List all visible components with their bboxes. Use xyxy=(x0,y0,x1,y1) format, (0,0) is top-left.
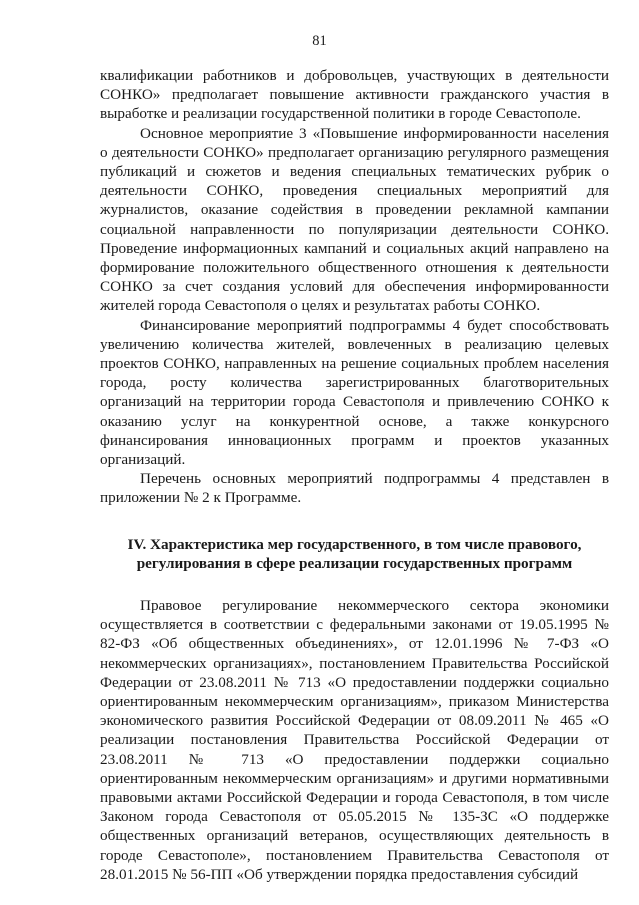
body-text-top xyxy=(100,66,609,508)
paragraph-legal-regulation: Правовое регулирование некоммерческого сектора экономики осуществляется в соответствии с федеральными законами от 19.05.1995 № 82-ФЗ «Об общественных объединениях», от 12.01.1996 № 7-ФЗ «О некоммерческих организациях», постановлением Правительства Российской Федерации от 23.08.2011 № 713 «О предоставлении поддержки социально ориентированным некоммерческим организациям», приказом Министерства экономического развития Российской Федерации от 08.09.2011 № 465 «О реализации постановления Правительства Российской Федерации от 23.08.2011 № 713 «О предоставлении поддержки социально ориентированным некоммерческим организациям» и другими нормативными правовыми актами Российской Федерации и города Севастополя, в том числе Законом города Севастополя от 05.05.2015 № 135-ЗС «О поддержке общественных организаций ветеранов, осуществляющих деятельность в городе Севастополе», постановлением Правительства Севастополя от 28.01.2015 № 56-ПП «Об утверждении порядка предоставления субсидий xyxy=(100,597,609,883)
page-number: 81 xyxy=(312,33,327,49)
paragraph-measure-3: Основное мероприятие 3 «Повышение информированности населения о деятельности СОНКО» предполагает организацию регулярного размещения публикаций и сюжетов и ведения специальных тематических рубрик о деятельности СОНКО, проведения специальных мероприятий для журналистов, оказание содействия в проведении рекламной кампании социальной направленности по популяризации деятельности СОНКО. Проведение информационных кампаний и социальных акций направлено на формирование положительного общественного отношения к деятельности СОНКО за счет создания условий для обеспечения информированности жителей города Севастополя о целях и результатах работы СОНКО. xyxy=(100,124,609,315)
paragraph-financing: Финансирование мероприятий подпрограммы 4 будет способствовать увеличению количества жителей, вовлеченных в реализацию целевых проектов СОНКО, направленных на решение социальных проблем населения города, росту количества зарегистрированных благотворительных организаций на территории города Севастополя и привлечению СОНКО к оказанию услуг на конкурентной основе, а также конкурсного финансирования инновационных программ и проектов указанных организаций. xyxy=(100,316,609,469)
section-heading: IV. Характеристика мер государственного, в том числе правового, регулирования в сфере реализации государственных программ xyxy=(127,536,582,573)
body-text-bottom xyxy=(100,596,609,884)
paragraph-continuation: квалификации работников и добровольцев, участвующих в деятельности СОНКО» предполагает повышение активности гражданского участия в выработке и реализации государственной политики в городе Севастополе. xyxy=(100,67,609,123)
paragraph-list-reference: Перечень основных мероприятий подпрограммы 4 представлен в приложении № 2 к Программе. xyxy=(100,470,609,507)
